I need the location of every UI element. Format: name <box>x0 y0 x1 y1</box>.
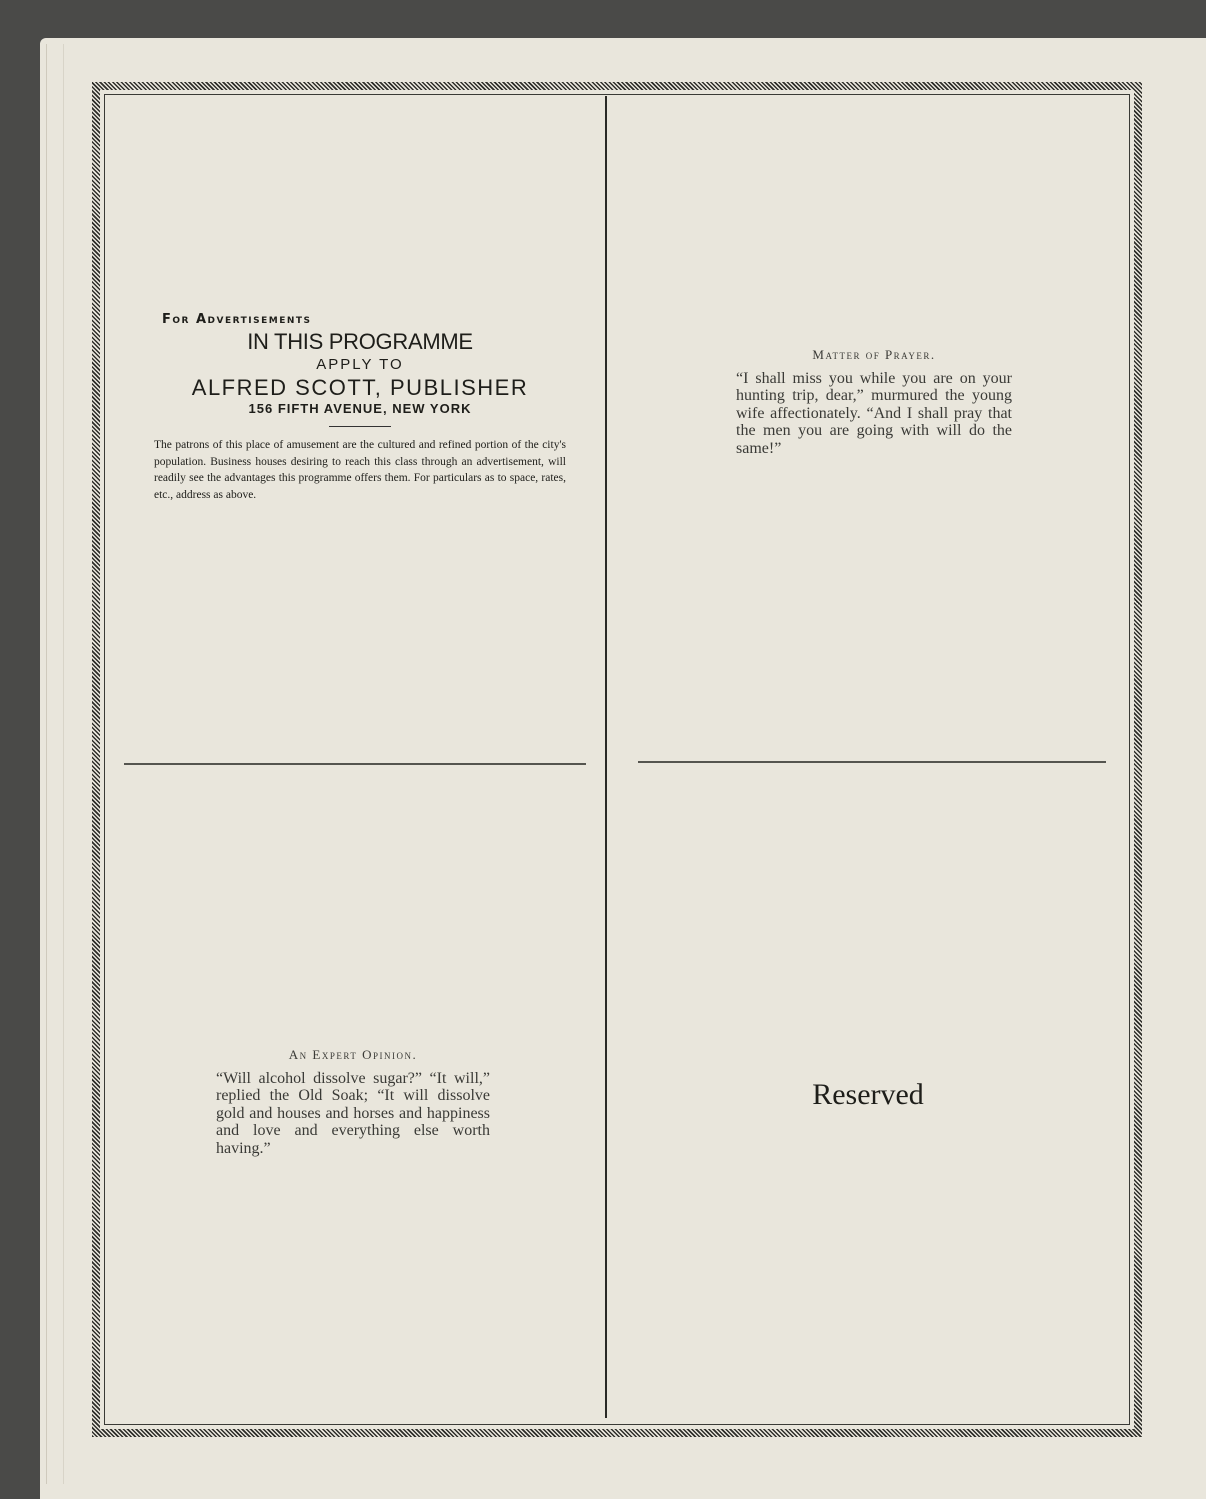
ad-line-address: 156 FIFTH AVENUE, NEW YORK <box>248 401 472 416</box>
advertisement-block <box>150 312 570 503</box>
story-title: An Expert Opinion. <box>288 1047 418 1062</box>
story-title: Matter of Prayer. <box>812 347 936 362</box>
page-edge <box>46 44 64 1484</box>
story-expert-opinion <box>216 1046 490 1157</box>
vertical-divider <box>605 96 607 1418</box>
story-matter-of-prayer <box>736 346 1012 457</box>
reserved-label: Reserved <box>812 1078 924 1111</box>
horizontal-divider-right <box>638 761 1106 763</box>
horizontal-divider-left <box>124 763 586 765</box>
ad-line-programme: IN THIS PROGRAMME <box>247 329 473 354</box>
story-body: “I shall miss you while you are on your hunting trip, dear,” murmured the young wife affectionately. “And I shall pray that the men you are going with will do the same!” <box>736 369 1012 457</box>
story-body: “Will alcohol dissolve sugar?” “It will,” replied the Old Soak; “It will dissolve gold and houses and horses and happiness and love and everything else worth having.” <box>216 1069 490 1157</box>
ad-rule <box>329 426 391 427</box>
ad-body-text: The patrons of this place of amusement are the cultured and refined portion of the city's population. Business houses desiring to reach this class through an advertisement, will readily see the advantages this programme offers them. For particulars as to space, rates, etc., address as above. <box>154 439 566 501</box>
ad-line-publisher: ALFRED SCOTT, PUBLISHER <box>191 375 529 400</box>
ad-line-apply: APPLY TO <box>316 356 404 373</box>
inner-border <box>104 94 1130 1425</box>
ad-heading: For Advertisements <box>162 312 312 327</box>
